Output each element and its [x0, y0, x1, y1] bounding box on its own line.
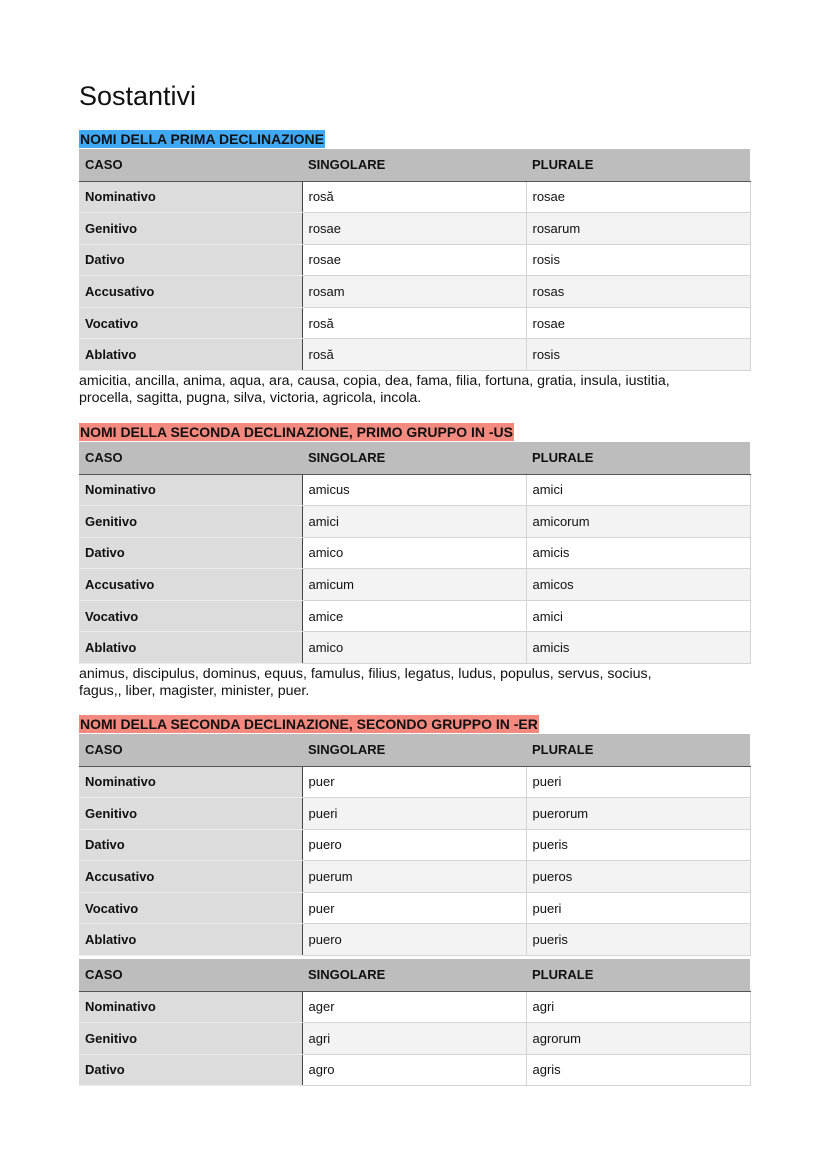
singular-cell: rosă: [302, 181, 526, 213]
case-cell: Ablativo: [79, 339, 302, 371]
example-words-first: [79, 373, 750, 406]
singular-cell: rosae: [302, 244, 526, 276]
declension-table-first: [79, 149, 751, 371]
singular-cell: puero: [302, 829, 526, 861]
singular-cell: agri: [302, 1023, 526, 1055]
singular-cell: amici: [302, 506, 526, 538]
example-words-line: amicitia, ancilla, anima, aqua, ara, causa, copia, dea, fama, filia, fortuna, gratia, insula, iustitia,: [79, 373, 670, 389]
plural-cell: pueri: [526, 766, 750, 798]
header-plurale: PLURALE: [526, 734, 750, 766]
case-cell: Vocativo: [79, 307, 302, 339]
table-header-row: [79, 959, 750, 991]
table-row: [79, 1023, 750, 1055]
plural-cell: agrorum: [526, 1023, 750, 1055]
case-cell: Nominativo: [79, 766, 302, 798]
table-row: [79, 861, 750, 893]
case-cell: Nominativo: [79, 991, 302, 1023]
declension-table-second-er: [79, 734, 751, 956]
singular-cell: rosă: [302, 339, 526, 371]
header-plurale: PLURALE: [526, 149, 750, 181]
declension-table-ager: [79, 959, 751, 1086]
plural-cell: agri: [526, 991, 750, 1023]
plural-cell: pueri: [526, 892, 750, 924]
case-cell: Ablativo: [79, 632, 302, 664]
table-header-row: [79, 149, 750, 181]
table-row: [79, 924, 750, 956]
singular-cell: rosae: [302, 213, 526, 245]
singular-cell: amicum: [302, 569, 526, 601]
header-caso: CASO: [79, 959, 302, 991]
plural-cell: amicorum: [526, 506, 750, 538]
section-heading-first-declension: NOMI DELLA PRIMA DECLINAZIONE: [80, 131, 324, 147]
table-row: [79, 600, 750, 632]
singular-cell: pueri: [302, 798, 526, 830]
plural-cell: amici: [526, 600, 750, 632]
singular-cell: amico: [302, 537, 526, 569]
singular-cell: amico: [302, 632, 526, 664]
case-cell: Vocativo: [79, 892, 302, 924]
case-cell: Ablativo: [79, 924, 302, 956]
singular-cell: puero: [302, 924, 526, 956]
case-cell: Nominativo: [79, 181, 302, 213]
plural-cell: amicis: [526, 537, 750, 569]
table-row: [79, 213, 750, 245]
case-cell: Accusativo: [79, 861, 302, 893]
table-header-row: [79, 734, 750, 766]
singular-cell: amicus: [302, 474, 526, 506]
table-row: [79, 307, 750, 339]
plural-cell: pueris: [526, 924, 750, 956]
plural-cell: pueros: [526, 861, 750, 893]
case-cell: Dativo: [79, 1054, 302, 1086]
case-cell: Genitivo: [79, 1023, 302, 1055]
plural-cell: amici: [526, 474, 750, 506]
header-singolare: SINGOLARE: [302, 442, 526, 474]
header-caso: CASO: [79, 442, 302, 474]
plural-cell: pueris: [526, 829, 750, 861]
plural-cell: rosae: [526, 181, 750, 213]
plural-cell: rosae: [526, 307, 750, 339]
case-cell: Vocativo: [79, 600, 302, 632]
table-row: [79, 244, 750, 276]
singular-cell: puer: [302, 766, 526, 798]
table-row: [79, 569, 750, 601]
singular-cell: rosă: [302, 307, 526, 339]
plural-cell: rosis: [526, 244, 750, 276]
table-row: [79, 766, 750, 798]
plural-cell: rosis: [526, 339, 750, 371]
singular-cell: amice: [302, 600, 526, 632]
singular-cell: ager: [302, 991, 526, 1023]
case-cell: Dativo: [79, 244, 302, 276]
case-cell: Genitivo: [79, 798, 302, 830]
case-cell: Accusativo: [79, 276, 302, 308]
header-singolare: SINGOLARE: [302, 149, 526, 181]
page-title: Sostantivi: [79, 81, 197, 111]
header-plurale: PLURALE: [526, 959, 750, 991]
case-cell: Genitivo: [79, 213, 302, 245]
singular-cell: rosam: [302, 276, 526, 308]
plural-cell: rosarum: [526, 213, 750, 245]
table-row: [79, 1054, 750, 1086]
singular-cell: puerum: [302, 861, 526, 893]
singular-cell: agro: [302, 1054, 526, 1086]
table-row: [79, 181, 750, 213]
table-row: [79, 339, 750, 371]
table-row: [79, 892, 750, 924]
section-heading-second-declension-er: NOMI DELLA SECONDA DECLINAZIONE, SECONDO GRUPPO IN -ER: [80, 716, 538, 732]
plural-cell: rosas: [526, 276, 750, 308]
header-caso: CASO: [79, 734, 302, 766]
table-row: [79, 632, 750, 664]
case-cell: Nominativo: [79, 474, 302, 506]
table-row: [79, 991, 750, 1023]
table-header-row: [79, 442, 750, 474]
header-singolare: SINGOLARE: [302, 959, 526, 991]
singular-cell: puer: [302, 892, 526, 924]
table-row: [79, 506, 750, 538]
example-words-line: procella, sagitta, pugna, silva, victoria, agricola, incola.: [79, 389, 422, 406]
example-words-line: fagus,, liber, magister, minister, puer.: [79, 682, 310, 699]
declension-table-second-us: [79, 442, 751, 664]
table-row: [79, 474, 750, 506]
plural-cell: puerorum: [526, 798, 750, 830]
example-words-line: animus, discipulus, dominus, equus, famulus, filius, legatus, ludus, populus, servus, socius,: [79, 666, 652, 682]
plural-cell: amicis: [526, 632, 750, 664]
table-row: [79, 537, 750, 569]
table-row: [79, 798, 750, 830]
header-plurale: PLURALE: [526, 442, 750, 474]
case-cell: Dativo: [79, 829, 302, 861]
case-cell: Genitivo: [79, 506, 302, 538]
case-cell: Accusativo: [79, 569, 302, 601]
example-words-second: [79, 666, 750, 699]
plural-cell: agris: [526, 1054, 750, 1086]
header-singolare: SINGOLARE: [302, 734, 526, 766]
table-row: [79, 829, 750, 861]
case-cell: Dativo: [79, 537, 302, 569]
table-row: [79, 276, 750, 308]
section-heading-second-declension-us: NOMI DELLA SECONDA DECLINAZIONE, PRIMO GRUPPO IN -US: [80, 424, 513, 440]
header-caso: CASO: [79, 149, 302, 181]
plural-cell: amicos: [526, 569, 750, 601]
